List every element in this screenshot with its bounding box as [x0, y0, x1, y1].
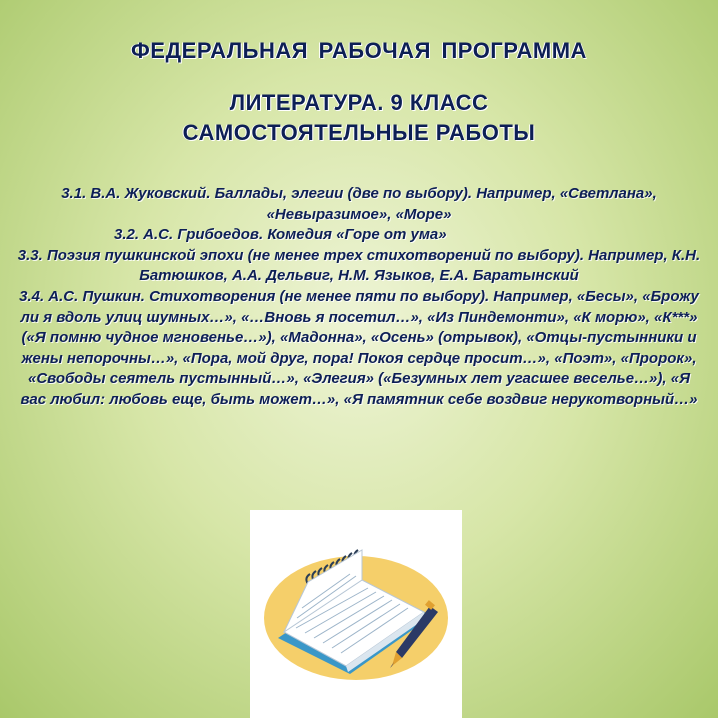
assignment-item-3-1: 3.1. В.А. Жуковский. Баллады, элегии (две по выбору). Например, «Светлана», «Невыразимое», «Море»: [61, 185, 657, 223]
assignment-list: [14, 184, 704, 411]
assignment-item-3-2: 3.2. А.С. Грибоедов. Комедия «Горе от ума»: [114, 226, 447, 244]
assignment-item-3-4: 3.4. А.С. Пушкин. Стихотворения (не менее пяти по выбору). Например, «Бесы», «Брожу ли я вдоль улиц шумных…», «…Вновь я посетил…», «Из Пиндемонти», «К морю», «К***» («Я помню чудное мгновенье…»), «Мадонна», «Осень» (отрывок), «Отцы-пустынники и жены непорочны…», «Пора, мой друг, пора! Покоя сердце просит…», «Поэт», «Пророк», «Свободы сеятель пустынный…», «Элегия» («Безумных лет угасшее веселье…»), «Я вас любил: любовь еще, быть может…», «Я памятник себе воздвиг нерукотворный…»: [19, 287, 699, 408]
program-title: ФЕДЕРАЛЬНАЯ РАБОЧАЯ ПРОГРАММА: [131, 38, 587, 63]
section-title: САМОСТОЯТЕЛЬНЫЕ РАБОТЫ: [182, 120, 536, 145]
assignment-item-3-3: 3.3. Поэзия пушкинской эпохи (не менее трех стихотворений по выбору). Например, К.Н. Батюшков, А.А. Дельвиг, Н.М. Языков, Е.А. Баратынский: [17, 246, 701, 285]
subject-title: ЛИТЕРАТУРА. 9 КЛАСС: [229, 90, 489, 115]
notebook-and-pen-icon: [250, 510, 462, 718]
notebook-illustration: [250, 510, 462, 718]
